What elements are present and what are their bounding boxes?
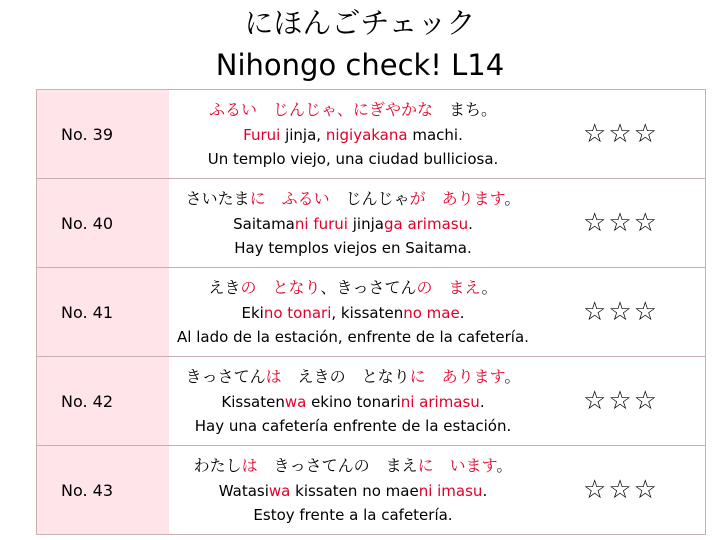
table-row: [37, 357, 706, 446]
title-romaji: Nihongo check! L14: [215, 48, 505, 82]
star-rating[interactable]: ☆☆☆: [537, 446, 706, 535]
romaji-sentence-segment: furui: [313, 215, 348, 233]
romaji-sentence: [169, 212, 537, 236]
kana-sentence: [169, 186, 537, 212]
spanish-translation: Un templo viejo, una ciudad bulliciosa.: [207, 150, 499, 168]
kana-sentence-segment: わたし: [193, 456, 242, 475]
star-rating[interactable]: ☆☆☆: [537, 357, 706, 446]
romaji-sentence-segment: no mae: [403, 304, 460, 322]
romaji-sentence-segment: ni arimasu: [400, 393, 480, 411]
table-row: [37, 268, 706, 357]
kana-sentence-segment: 、きっさてん: [320, 278, 417, 297]
romaji-sentence-segment: .: [459, 304, 465, 322]
page-title: [0, 2, 720, 86]
romaji-sentence-segment: kissaten no mae: [290, 482, 419, 500]
romaji-sentence-segment: machi.: [407, 126, 463, 144]
romaji-sentence-segment: Saitama: [233, 215, 295, 233]
spanish-translation: Estoy frente a la cafetería.: [253, 506, 453, 524]
kana-sentence-segment: えき: [208, 278, 241, 297]
kana-sentence-segment: にぎやかな: [352, 100, 433, 119]
romaji-sentence-segment: jinja,: [280, 126, 326, 144]
romaji-sentence-segment: no tonari: [263, 304, 332, 322]
kana-sentence-segment: ふるい じんじゃ、: [208, 100, 353, 119]
romaji-sentence-segment: .: [482, 482, 488, 500]
romaji-sentence-segment: wa: [284, 393, 307, 411]
kana-sentence: [169, 275, 537, 301]
table-row: [37, 179, 706, 268]
romaji-sentence-segment: , kissaten: [331, 304, 404, 322]
item-number: No. 40: [37, 179, 170, 268]
romaji-sentence-segment: .: [468, 215, 473, 233]
star-rating[interactable]: ☆☆☆: [537, 90, 706, 179]
kana-sentence: [169, 364, 537, 390]
kana-sentence-segment: に: [249, 189, 266, 208]
kana-sentence-segment: [266, 189, 282, 208]
sentence-cell: [169, 179, 537, 268]
romaji-sentence: [169, 301, 537, 325]
kana-sentence-segment: えきの となり: [281, 367, 410, 386]
sentence-cell: [169, 90, 537, 179]
item-number: No. 39: [37, 90, 170, 179]
table-row: [37, 446, 706, 535]
table-row: [37, 90, 706, 179]
romaji-sentence: [169, 390, 537, 414]
item-number: No. 43: [37, 446, 170, 535]
romaji-sentence-segment: nigiyakana: [325, 126, 408, 144]
romaji-sentence-segment: ga arimasu: [383, 215, 469, 233]
romaji-sentence-segment: .: [479, 393, 485, 411]
romaji-sentence-segment: ekino tonari: [306, 393, 401, 411]
kana-sentence-segment: の となり: [240, 278, 321, 297]
kana-sentence-segment: に あります: [409, 367, 505, 386]
kana-sentence-segment: は: [241, 456, 258, 475]
spanish-translation: Al lado de la estación, enfrente de la cafetería.: [177, 328, 529, 346]
kana-sentence-segment: が あります: [409, 189, 505, 208]
romaji-sentence-segment: jinja: [347, 215, 384, 233]
sentence-cell: [169, 268, 537, 357]
kana-sentence-segment: 。: [481, 278, 498, 297]
romaji-sentence: [169, 123, 537, 147]
romaji-sentence-segment: ni: [294, 215, 309, 233]
kana-sentence-segment: さいたま: [185, 189, 250, 208]
star-rating[interactable]: ☆☆☆: [537, 179, 706, 268]
spanish-translation: Hay una cafetería enfrente de la estación.: [194, 417, 512, 435]
title-japanese: にほんごチェック: [244, 6, 476, 40]
check-table: [36, 89, 706, 535]
sentence-cell: [169, 357, 537, 446]
kana-sentence-segment: ふるい: [281, 189, 330, 208]
item-number: No. 42: [37, 357, 170, 446]
spanish-translation: Hay templos viejos en Saitama.: [234, 239, 472, 257]
kana-sentence-segment: に います: [417, 456, 497, 475]
item-number: No. 41: [37, 268, 170, 357]
romaji-sentence-segment: Furui: [243, 126, 281, 144]
kana-sentence-segment: まち。: [433, 100, 498, 119]
sentence-cell: [169, 446, 537, 535]
romaji-sentence-segment: wa: [268, 482, 291, 500]
kana-sentence-segment: きっさてんの まえ: [257, 456, 418, 475]
kana-sentence-segment: 。: [496, 456, 513, 475]
romaji-sentence-segment: ni imasu: [418, 482, 483, 500]
kana-sentence: [169, 97, 537, 123]
kana-sentence-segment: きっさてん: [185, 367, 266, 386]
kana-sentence-segment: じんじゃ: [329, 189, 410, 208]
romaji-sentence-segment: Eki: [241, 304, 264, 322]
kana-sentence-segment: は: [265, 367, 282, 386]
romaji-sentence: [169, 479, 537, 503]
romaji-sentence-segment: Kissaten: [221, 393, 285, 411]
star-rating[interactable]: ☆☆☆: [537, 268, 706, 357]
kana-sentence-segment: 。: [504, 189, 521, 208]
kana-sentence-segment: 。: [504, 367, 521, 386]
kana-sentence: [169, 453, 537, 479]
romaji-sentence-segment: Watasi: [218, 482, 269, 500]
kana-sentence-segment: の まえ: [416, 278, 482, 297]
